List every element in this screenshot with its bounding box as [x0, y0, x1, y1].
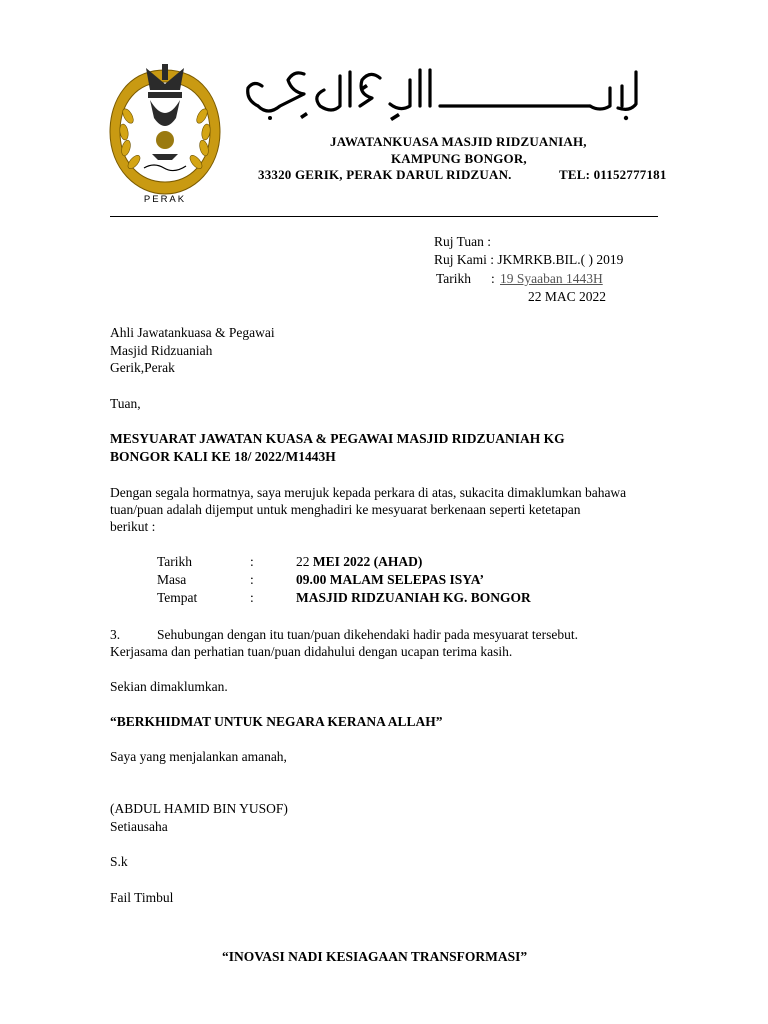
intro-line-3: berikut : [110, 519, 156, 534]
crest-caption: PERAK [143, 194, 187, 205]
file-label: Fail Timbul [110, 890, 174, 905]
salutation: Tuan, [110, 396, 141, 411]
detail-value-tempat: MASJID RIDZUANIAH KG. BONGOR [296, 590, 531, 605]
letterhead-divider [110, 216, 658, 217]
para3-line-2: Kerjasama dan perhatian tuan/puan didahului dengan ucapan terima kasih. [110, 644, 513, 659]
recipient-line-3: Gerik,Perak [110, 360, 175, 375]
para3-number: 3. [110, 627, 121, 642]
cc-label: S.k [110, 854, 128, 869]
detail-colon-tarikh: : [250, 554, 254, 569]
recipient-line-2: Masjid Ridzuaniah [110, 343, 213, 358]
subject-line-2: BONGOR KALI KE 18/ 2022/M1443H [110, 449, 336, 464]
motto: “BERKHIDMAT UNTUK NEGARA KERANA ALLAH” [110, 714, 443, 729]
intro-line-2: tuan/puan adalah dijemput untuk menghadiri ke mesyuarat berkenaan seperti ketetapan [110, 502, 581, 517]
detail-colon-masa: : [250, 572, 254, 587]
subject-line-1: MESYUARAT JAWATAN KUASA & PEGAWAI MASJID RIDZUANIAH KG [110, 431, 565, 446]
closing-line: Sekian dimaklumkan. [110, 679, 228, 694]
sign-off: Saya yang menjalankan amanah, [110, 749, 287, 764]
ref-date-masihi: 22 MAC 2022 [528, 289, 607, 304]
signatory-name: (ABDUL HAMID BIN YUSOF) [110, 801, 288, 816]
org-phone: TEL: 01152777181 [559, 167, 667, 182]
org-locality: KAMPUNG BONGOR, [391, 151, 527, 166]
bismillah-calligraphy [240, 66, 645, 128]
intro-line-1: Dengan segala hormatnya, saya merujuk kepada perkara di atas, sukacita dimaklumkan bahawa [110, 485, 627, 500]
ref-date-colon: : [491, 271, 495, 286]
detail-colon-tempat: : [250, 590, 254, 605]
org-name: JAWATANKUASA MASJID RIDZUANIAH, [330, 134, 587, 149]
perak-crest-logo [106, 56, 224, 206]
org-address: 33320 GERIK, PERAK DARUL RIDZUAN. [258, 167, 512, 182]
signatory-title: Setiausaha [110, 819, 168, 834]
para3-line-1: Sehubungan dengan itu tuan/puan dikehendaki hadir pada mesyuarat tersebut. [157, 627, 578, 642]
detail-label-tempat: Tempat [157, 590, 198, 605]
footer-motto: “INOVASI NADI KESIAGAAN TRANSFORMASI” [222, 949, 528, 964]
ref-date-label: Tarikh [436, 271, 472, 286]
ref-ruj-tuan: Ruj Tuan : [434, 234, 492, 249]
recipient-line-1: Ahli Jawatankuasa & Pegawai [110, 325, 275, 340]
ref-ruj-kami: Ruj Kami : JKMRKB.BIL.( ) 2019 [434, 252, 624, 267]
detail-label-tarikh: Tarikh [157, 554, 193, 569]
detail-value-tarikh: 22 MEI 2022 (AHAD) [296, 554, 423, 569]
ref-date-hijri: 19 Syaaban 1443H [500, 271, 603, 286]
detail-label-masa: Masa [157, 572, 187, 587]
detail-value-masa: 09.00 MALAM SELEPAS ISYA’ [296, 572, 485, 587]
